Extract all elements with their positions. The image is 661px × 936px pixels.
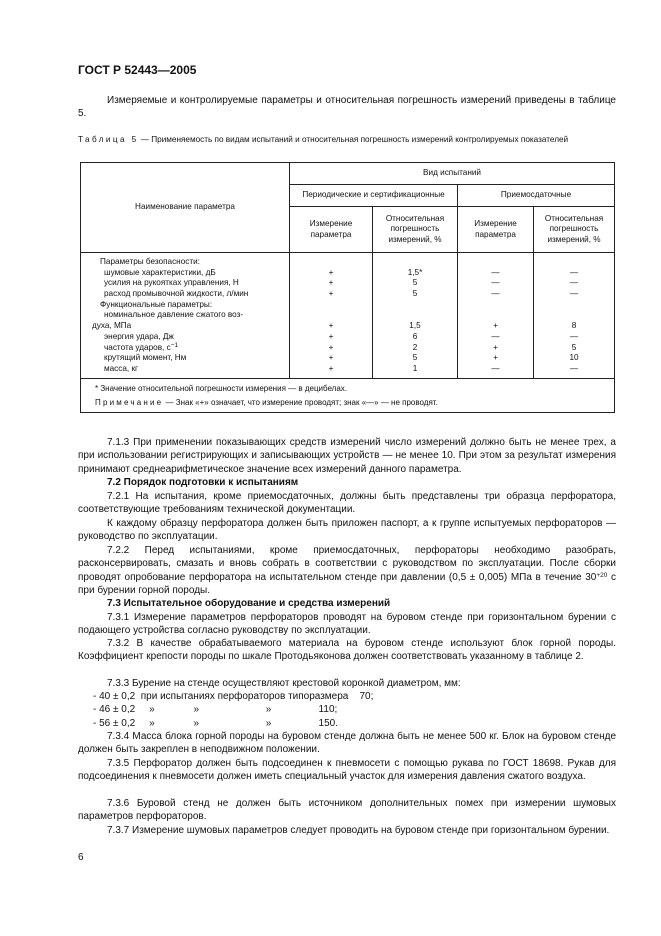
paragraph-7-2-1-b: К каждому образцу перфоратора должен быть приложен паспорт, а к группе испытуемых перфораторов — руководство по эксплуатации. — [78, 518, 616, 543]
table-cell: + — [328, 289, 334, 299]
paragraph-7-2-2: 7.2.2 Перед испытаниями, кроме приемосдаточных, перфораторы необходимо разобрать, расконсервировать, смазать и вновь собрать в соответствии с руководством по эксплуатации. После сборки проводят опробование перфоратора на испытательном стенде при давлении (0,5 ± 0,005) МПа в течение $30^{+20}$ с при бурении горной породы. — [78, 545, 617, 596]
header-error-1: Относительная погрешность измерений, % — [373, 207, 458, 253]
table-cell: — — [569, 331, 579, 341]
column-periodic-measure — [290, 253, 373, 379]
table-row-label: масса, кг — [104, 363, 139, 373]
table-5 — [80, 162, 615, 413]
table-cell: — — [569, 289, 579, 299]
paragraph-7-3-1: 7.3.1 Измерение параметров перфораторов проводят на буровом стенде при горизонтальном бурении с подающего устройства согласно руководству по эксплуатации. — [78, 612, 616, 637]
table-row-label: энергия удара, Дж — [104, 331, 174, 341]
table-row-label: Параметры безопасности: — [100, 257, 200, 266]
column-acceptance-error — [534, 253, 615, 379]
table-row-label: частота ударов, $с^{-1}$ — [104, 341, 179, 352]
table-cell — [290, 300, 372, 311]
paragraph-7-3-7: 7.3.7 Измерение шумовых параметров следует проводить на буровом стенде при горизонтальном бурении. — [107, 825, 610, 836]
header-measure-1: Измерение параметра — [290, 207, 373, 253]
header-acceptance: Приемосдаточные — [458, 185, 615, 207]
table-cell: + — [493, 353, 498, 363]
table-cell — [290, 310, 372, 321]
table-row-label: Функциональные параметры: — [100, 299, 213, 309]
heading-7-2: 7.2 Порядок подготовки к испытаниям — [107, 477, 299, 488]
table-cell: + — [328, 267, 334, 277]
table-cell: + — [328, 342, 334, 352]
table-cell — [373, 310, 457, 321]
header-test-kind: Вид испытаний — [290, 163, 615, 185]
table-cell — [290, 257, 372, 268]
table-cell — [373, 300, 457, 311]
table-cell: 6 — [412, 331, 418, 341]
table-cell — [458, 257, 533, 268]
column-parameter-names — [81, 253, 290, 379]
table-cell: + — [328, 353, 334, 363]
header-measure-2: Измерение параметра — [458, 207, 534, 253]
paragraph-7-1-3: 7.1.3 При применении показывающих средств измерений число измерений должно быть не менее трех, а при использовании регистрирующих и записывающих устройств — не менее 10. При этом за результат измерения принимают среднеарифметическое значение всех измерений данного параметра. — [78, 437, 616, 475]
list-item: - 46 ± 0,2 » » » 110; — [93, 704, 338, 716]
table-cell: 5 — [412, 353, 418, 363]
diameter-list — [93, 690, 373, 730]
table-row-label: номинальное давление сжатого воз- — [104, 310, 244, 320]
table-caption: Таблица 5 — Применяемость по видам испытаний и относительная погрешность измерений контролируемых показателей — [78, 135, 569, 144]
header-error-2: Относительная погрешность измерений, % — [534, 207, 615, 253]
header-periodic: Периодические и сертификационные — [290, 185, 458, 207]
table-cell: + — [328, 331, 334, 341]
column-periodic-error — [373, 253, 458, 379]
table-cell: — — [491, 363, 500, 373]
paragraph-7-3-2: 7.3.2 В качестве обрабатываемого материала на буровом стенде используют блок горной породы. Коэффициент крепости породы по шкале Протодьяконова должен соответствовать указанному в таблице 2. — [78, 638, 616, 663]
paragraph-7-3-6: 7.3.6 Буровой стенд не должен быть источником дополнительных помех при измерении шумовых параметров перфораторов. — [78, 798, 616, 823]
table-cell: 1,5* — [407, 267, 423, 277]
table-cell: + — [328, 278, 334, 288]
table-cell — [458, 300, 533, 311]
document-header: ГОСТ Р 52443—2005 — [78, 63, 197, 77]
paragraph-7-3-3: 7.3.3 Бурение на стенде осуществляют крестовой коронкой диаметром, мм: — [107, 678, 461, 689]
table-row-label: крутящий момент, Нм — [104, 353, 187, 363]
table-cell: 1 — [412, 363, 418, 373]
table-cell: + — [493, 342, 498, 352]
table-cell: — — [491, 267, 500, 277]
intro-paragraph: Измеряемые и контролируемые параметры и относительная погрешность измерений приведены в таблице 5. — [78, 95, 616, 120]
table-cell: + — [493, 321, 498, 331]
table-cell: — — [491, 289, 500, 299]
table-cell: 8 — [571, 321, 577, 331]
table-cell: — — [569, 363, 579, 373]
table-cell: + — [328, 363, 334, 373]
table-note: Примечание — Знак «+» означает, что измерение проводят; знак «—» — не проводят. — [95, 397, 438, 407]
table-cell: — — [569, 278, 579, 288]
table-cell: 1,5 — [409, 321, 421, 331]
table-cell: 5 — [571, 342, 577, 352]
table-cell: — — [491, 278, 500, 288]
table-body — [81, 253, 615, 379]
table-cell: 10 — [569, 353, 579, 363]
table-cell: 5 — [412, 278, 418, 288]
table-cell — [458, 310, 533, 321]
table-cell: — — [569, 267, 579, 277]
paragraph-7-2-1: 7.2.1 На испытания, кроме приемосдаточных, должны быть представлены три образца перфоратора, соответствующие требованиям технической документации. — [78, 491, 616, 516]
table-cell — [534, 300, 614, 311]
list-item: - 40 ± 0,2 при испытаниях перфораторов типоразмера 70; — [93, 691, 374, 702]
table-cell: — — [491, 331, 500, 341]
table-row-label: расход промывочной жидкости, л/мин — [104, 289, 249, 299]
table-cell — [534, 257, 614, 268]
table-cell: 5 — [412, 289, 418, 299]
table-footnotes — [81, 378, 615, 412]
page-number: 6 — [78, 852, 84, 863]
table-cell — [534, 310, 614, 321]
paragraph-7-3-4: 7.3.4 Масса блока горной породы на буровом стенде должна быть не менее 500 кг. Блок на буровом стенде должен быть закреплен в неподвижном положении. — [78, 731, 616, 756]
paragraph-7-3-5: 7.3.5 Перфоратор должен быть подсоединен к пневмосети с помощью рукава по ГОСТ 18698. Рукав для подсоединения к пневмосети должен иметь специальный участок для измерения давления сжатого воздуха. — [78, 758, 616, 783]
list-item: - 56 ± 0,2 » » » 150. — [93, 717, 339, 729]
table-row-label: шумовые характеристики, дБ — [104, 267, 216, 277]
heading-7-3: 7.3 Испытательное оборудование и средства измерений — [107, 598, 391, 609]
table-cell: + — [328, 321, 334, 331]
table-cell — [373, 257, 457, 268]
header-parameter-name: Наименование параметра — [81, 163, 290, 253]
table-row-label: духа, МПа — [92, 321, 132, 331]
table-row-label: усилия на рукоятках управления, Н — [104, 278, 239, 288]
column-acceptance-measure — [458, 253, 534, 379]
footnote: * Значение относительной погрешности измерения — в децибелах. — [95, 383, 348, 393]
table-cell: 2 — [412, 342, 418, 352]
